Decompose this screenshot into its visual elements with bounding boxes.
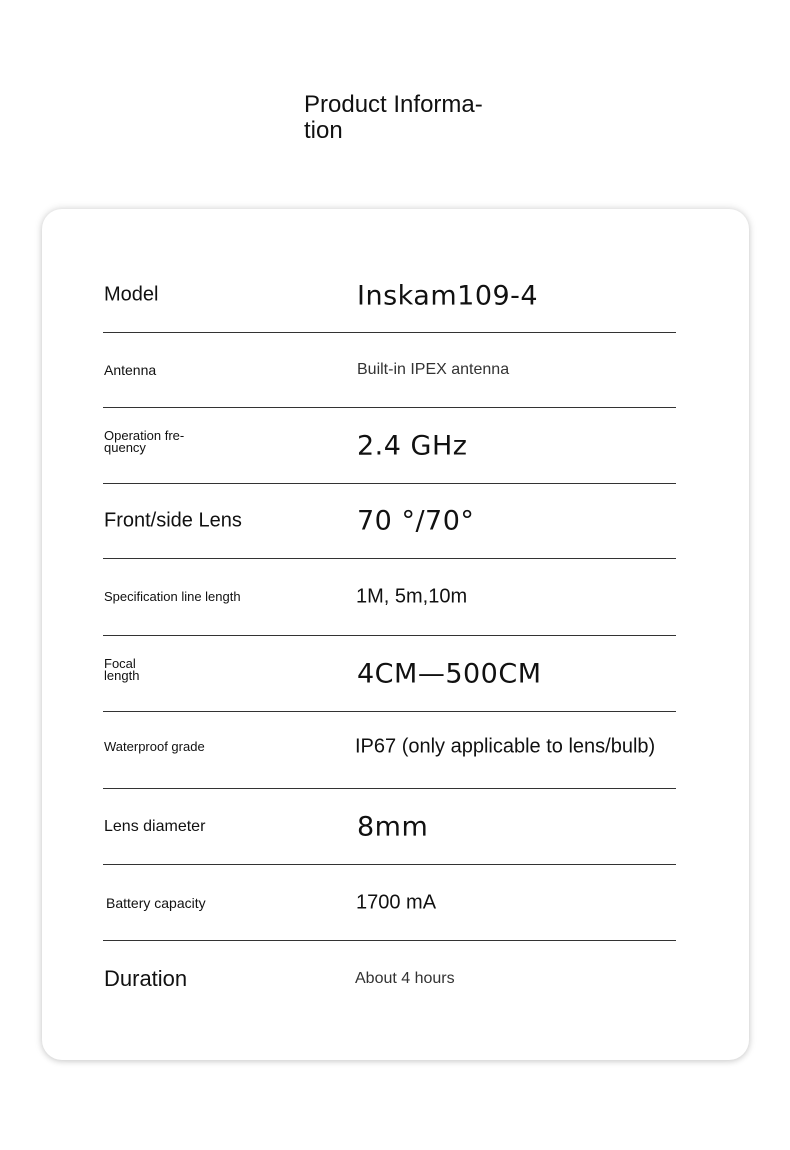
spec-row-frequency	[103, 408, 676, 484]
spec-value: Built-in IPEX antenna	[357, 361, 510, 378]
spec-value: 4CM—500CM	[357, 658, 542, 689]
spec-label: Antenna	[104, 362, 157, 378]
spec-value: 1700 mA	[356, 891, 437, 913]
spec-label: Battery capacity	[106, 894, 206, 911]
spec-value: 1M, 5m,10m	[356, 585, 468, 608]
spec-value: 2.4 GHz	[357, 430, 468, 461]
spec-label: Duration	[104, 966, 188, 991]
spec-row-line-length	[103, 559, 676, 636]
spec-row-lens-diameter	[103, 789, 676, 865]
spec-label: Waterproof grade	[104, 739, 205, 754]
spec-row-duration	[103, 941, 676, 1017]
spec-row-lens	[103, 484, 676, 559]
spec-value: Inskam109-4	[357, 280, 539, 311]
spec-label: Focal length	[104, 655, 140, 683]
spec-row-focal-length	[103, 636, 676, 712]
spec-label: Model	[104, 283, 159, 305]
spec-value: 70 °/70°	[357, 505, 475, 537]
spec-card	[42, 209, 749, 1060]
spec-label: Specification line length	[104, 589, 241, 604]
spec-value: 8mm	[357, 811, 429, 842]
spec-value: IP67 (only applicable to lens/bulb)	[355, 735, 656, 758]
page-title: Product Informa- tion	[304, 91, 483, 144]
spec-label: Operation fre- quency	[104, 427, 185, 455]
spec-label: Front/side Lens	[104, 509, 242, 532]
spec-row-waterproof	[103, 712, 676, 789]
spec-row-antenna	[103, 333, 676, 408]
spec-row-model	[103, 257, 676, 333]
spec-row-battery	[103, 865, 676, 941]
spec-label: Lens diameter	[104, 817, 206, 835]
spec-value: About 4 hours	[355, 970, 455, 987]
